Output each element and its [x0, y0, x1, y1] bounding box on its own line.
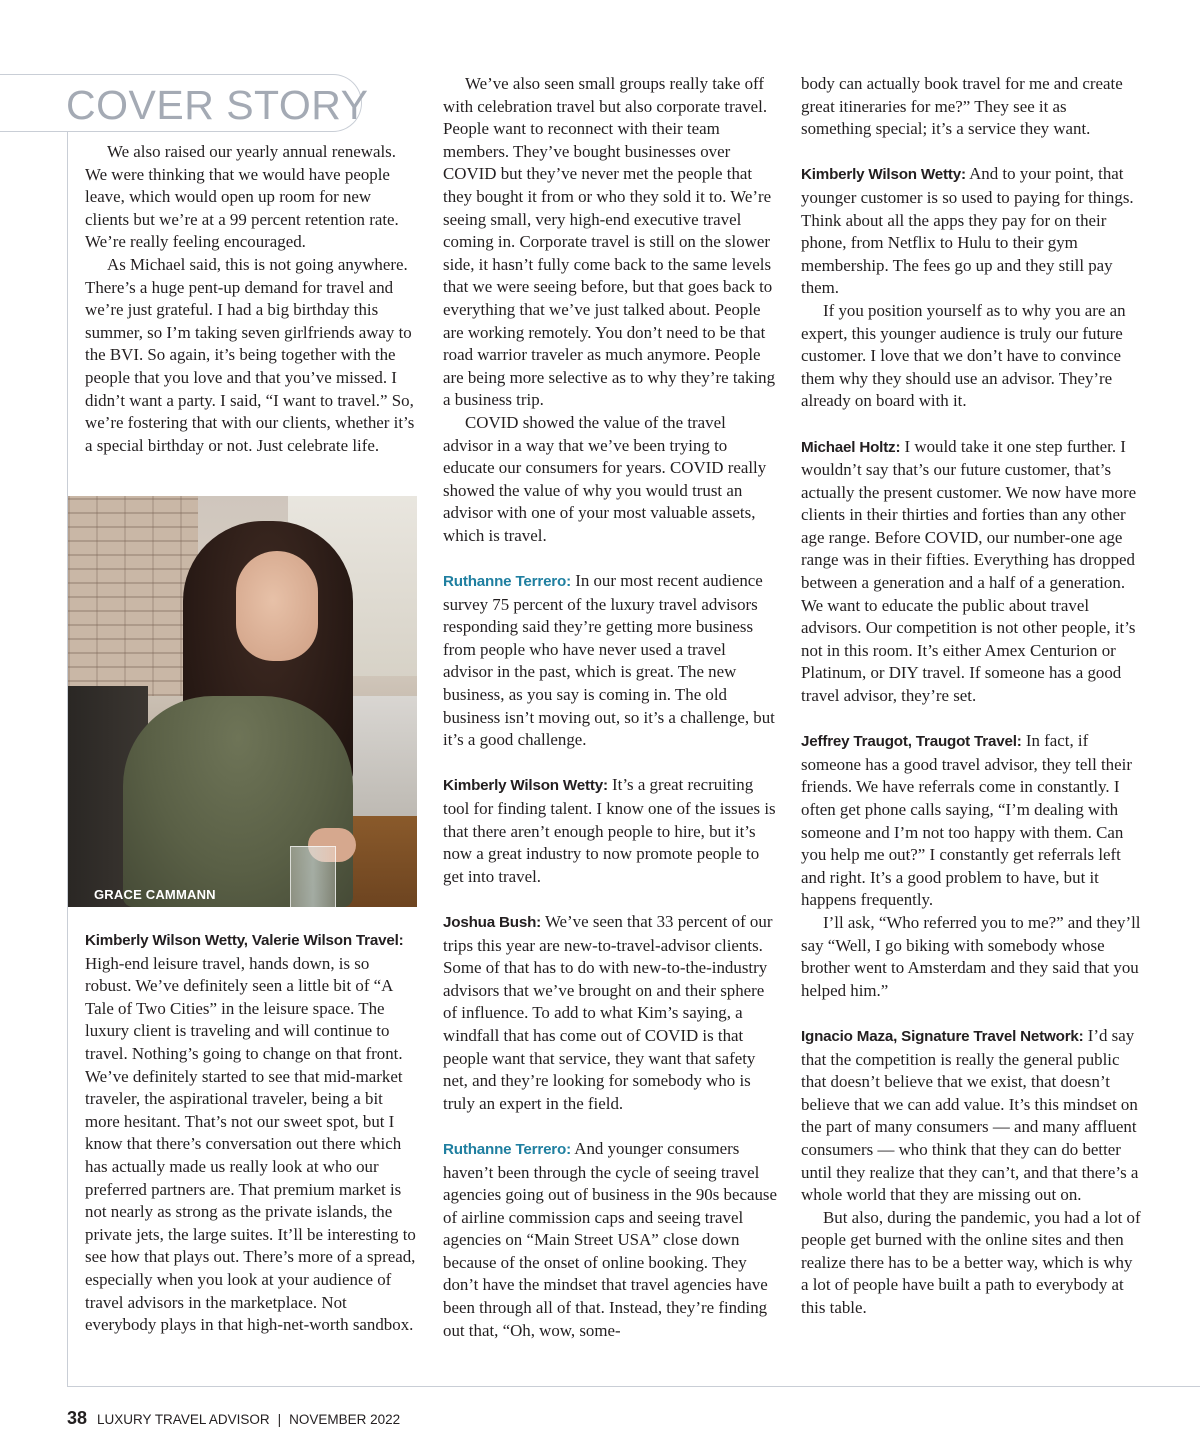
section-title: COVER STORY — [66, 82, 369, 128]
speaker-paragraph — [443, 570, 779, 752]
paragraph: As Michael said, this is not going anywhere. There’s a huge pent-up demand for travel and we’re just grateful. I had a big birthday this summer, so I’m taking seven girlfriends away to the BVI. So again, it’s being together with the people that you love and that you’ve missed. I didn’t want a party. I said, “I want to travel.” So, we’re fostering that with our clients, whether it’s a special birthday or not. Just celebrate life. — [85, 254, 415, 455]
page-frame-bottom-rule — [67, 1386, 1200, 1387]
photo-brick-wall — [68, 496, 198, 696]
speaker-paragraph — [443, 1138, 779, 1342]
speaker-text: And younger consumers haven’t been through the cycle of seeing travel agencies going out of business in the 90s because of airline commission caps and seeing travel agencies on “Main Street USA” close down because of the onset of online booking. They don’t have the mindset that travel agencies have been through all of that. Instead, they’re finding out that, “Oh, wow, some- — [443, 1138, 777, 1340]
column-3 — [801, 73, 1141, 1320]
speaker-name: Kimberly Wilson Wetty, Valerie Wilson Travel: — [85, 932, 404, 949]
paragraph: I’ll ask, “Who referred you to me?” and they’ll say “Well, I go biking with somebody whose brother went to Amsterdam and they said that you helped him.” — [801, 912, 1141, 1000]
paragraph: body can actually book travel for me and create great itineraries for me?” They see it as something special; it’s a service they want. — [801, 74, 1123, 139]
speaker-paragraph — [801, 163, 1141, 300]
paragraph: We also raised our yearly annual renewals. We were thinking that we would have people leave, which would open up room for new clients but we’re at a 99 percent retention rate. We’re really feeling encouraged. — [85, 142, 399, 252]
page-number: 38 — [67, 1408, 88, 1428]
speaker-name: Kimberly Wilson Wetty: — [443, 777, 608, 795]
speaker-name: Kimberly Wilson Wetty: — [801, 166, 966, 184]
speaker-paragraph — [801, 436, 1141, 708]
photo-glass — [290, 846, 336, 907]
speaker-name: Ruthanne Terrero: — [443, 573, 571, 591]
speaker-paragraph — [801, 1025, 1141, 1207]
paragraph: We’ve also seen small groups really take off with celebration travel but also corporate travel. People want to reconnect with their team members. They’ve bought businesses over COVID but they’ve never met the people that they bought it from or who they sold it to. We’re seeing small, very high-end executive travel coming in. Corporate travel is still on the slower side, it hasn’t fully come back to the same levels that we were seeing before, but that goes back to everything that we’ve just talked about. People are working remotely. You don’t need to be that road warrior traveler as much anymore. People are being more selective as to why they’re taking a business trip. — [443, 74, 776, 410]
speaker-text: I would take it one step further. I wouldn’t say that’s our future customer, that’s actually the present customer. We now have more clients in their thirties and forties than any other age range. Before COVID, our number-one age range was in their fifties. Everything has dropped between a generation and a half of a generation. We want to educate the public about travel advisors. Our competition is not other people, it’s not in this room. It’s either Amex Centurion or Platinum, or DIY travel. If someone has a good travel advisor, they’re set. — [801, 436, 1137, 706]
paragraph: COVID showed the value of the travel advisor in a way that we’ve been trying to educate our consumers for years. COVID really showed the value of why you would trust an advisor with one of your most valuable assets, which is travel. — [443, 412, 767, 545]
speaker-paragraph — [85, 929, 417, 1337]
folio-separator: | — [277, 1412, 282, 1427]
page-folio — [67, 1407, 400, 1431]
column-1-top — [85, 141, 417, 457]
speaker-paragraph — [801, 730, 1141, 912]
photo-face — [236, 551, 318, 661]
speaker-paragraph — [443, 774, 779, 888]
speaker-text: High-end leisure travel, hands down, is so robust. We’ve definitely seen a little bit of “A Tale of Two Cities” in the leisure space. The luxury client is traveling and will continue to travel. Nothing’s going to change on that front. We’ve definitely started to see that mid-market traveler, the aspirational traveler, being a bit more hesitant. That’s not our sweet spot, but I know that there’s conversation out there which has actually made us really look at who our preferred partners are. That premium market is not nearly as strong as the private islands, the private jets, the large suites. It’ll be interesting to see how that plays out. There’s more of a spread, especially when you look at your audience of travel advisors in the marketplace. Not everybody plays in that high-net-worth sandbox. — [85, 953, 416, 1335]
photo-credit: GRACE CAMMANN — [94, 887, 216, 902]
speaker-name: Ignacio Maza, Signature Travel Network: — [801, 1027, 1084, 1045]
paragraph: But also, during the pandemic, you had a lot of people get burned with the online sites and then realize there has to be a better way, which is why a lot of people have built a path to everybody at this table. — [801, 1207, 1141, 1318]
publication-name: LUXURY TRAVEL ADVISOR — [97, 1412, 270, 1427]
speaker-text: We’ve seen that 33 percent of our trips this year are new-to-travel-advisor clients. Some of that has to do with new-to-the-industry advisors that we’ve brought on and their sphere of influence. To add to what Kim’s saying, a windfall that has come out of COVID is that people want that service, they want that safety net, and they’re looking for somebody who is truly an expert in the field. — [443, 911, 773, 1113]
speaker-name: Ruthanne Terrero: — [443, 1140, 571, 1158]
photo-grace-cammann — [68, 496, 417, 907]
speaker-name: Joshua Bush: — [443, 913, 542, 931]
speaker-text: It’s a great recruiting tool for finding talent. I know one of the issues is that there aren’t enough people to hire, but it’s now a great industry to now promote people to get into travel. — [443, 775, 776, 886]
speaker-text: In our most recent audience survey 75 percent of the luxury travel advisors responding said they’re getting more business from people who have never used a travel advisor in the past, which is great. The new business, as you say is coming in. The old business isn’t moving out, so it’s a challenge, but it’s a good challenge. — [443, 571, 775, 750]
speaker-name: Michael Holtz: — [801, 438, 901, 456]
speaker-text: In fact, if someone has a good travel advisor, they tell their friends. We have referrals come in constantly. I often get phone calls saying, “I’m dealing with someone and I’m not too happy with them. Can you help me out?” I constantly get referrals left and right. It’s a good problem to have, but it happens frequently. — [801, 731, 1132, 910]
paragraph: If you position yourself as to why you are an expert, this younger audience is truly our future customer. I love that we don’t have to convince them why they should use an advisor. They’re already on board with it. — [801, 300, 1126, 411]
speaker-text: And to your point, that younger customer is so used to paying for things. Think about all the apps they pay for on their phone, from Netflix to Hulu to their gym membership. The fees go up and they still pay them. — [801, 164, 1134, 298]
column-1-bottom — [85, 929, 417, 1337]
speaker-name: Jeffrey Traugot, Traugot Travel: — [801, 733, 1022, 751]
speaker-paragraph — [443, 911, 779, 1115]
column-2 — [443, 73, 779, 1342]
speaker-text: I’d say that the competition is really the general public that doesn’t believe that we exist, that doesn’t believe that we can add value. It’s this mindset on the part of many consumers — and many affluent consumers — who think that they can do better until they realize that they can’t, and that there’s a whole world that they are missing out on. — [801, 1025, 1139, 1205]
issue-date: NOVEMBER 2022 — [289, 1412, 401, 1427]
